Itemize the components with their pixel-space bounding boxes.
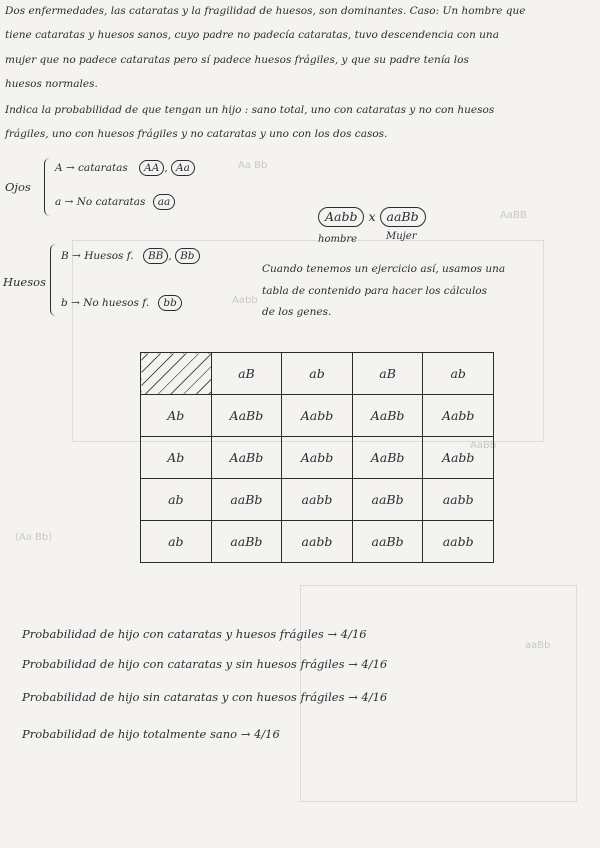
- rule-text: B → Huesos f.: [61, 250, 134, 262]
- genotype-cell: Aabb: [282, 395, 353, 437]
- huesos-brace: [50, 244, 57, 316]
- intro-line: Dos enfermedades, las cataratas y la fragilidad de huesos, son dominantes. Caso: Un hombre que: [5, 5, 526, 17]
- table-row: [141, 437, 494, 479]
- male-genotype: Aabb: [318, 207, 364, 227]
- hatched-corner-cell: [141, 353, 212, 395]
- gamete-row-header: Ab: [141, 437, 212, 479]
- cross-symbol: x: [368, 209, 376, 224]
- result-line: Probabilidad de hijo con cataratas y huesos frágiles → 4/16: [22, 627, 367, 641]
- rule-text: b → No huesos f.: [61, 297, 150, 309]
- bleed-through-text: AaBb: [470, 440, 497, 451]
- allele-circle: AA: [139, 160, 164, 176]
- punnett-square: [140, 352, 497, 563]
- ojos-rule-dominant: A → cataratas AA , Aa: [55, 160, 195, 176]
- genotype-cell: aaBb: [352, 521, 423, 563]
- intro-line: tiene cataratas y huesos sanos, cuyo padre no padecía cataratas, tuvo descendencia con una: [5, 29, 499, 41]
- genotype-cell: Aabb: [423, 437, 494, 479]
- result-line: Probabilidad de hijo con cataratas y sin huesos frágiles → 4/16: [22, 657, 388, 671]
- female-genotype: aaBb: [380, 207, 426, 227]
- genotype-cell: AaBb: [352, 437, 423, 479]
- male-label: hombre: [318, 234, 358, 245]
- huesos-label: Huesos: [3, 275, 46, 289]
- gamete-header: aB: [211, 353, 282, 395]
- genotype-cell: aaBb: [211, 479, 282, 521]
- allele-circle: bb: [158, 295, 181, 311]
- allele-circle: Aa: [171, 160, 195, 176]
- bleed-through-text: aaBb: [525, 640, 551, 651]
- note-line: de los genes.: [262, 306, 332, 318]
- gamete-row-header: Ab: [141, 395, 212, 437]
- result-line: Probabilidad de hijo totalmente sano → 4/16: [22, 727, 280, 741]
- rule-text: A → cataratas: [55, 162, 128, 174]
- genotype-cell: AaBb: [211, 395, 282, 437]
- header-row: [141, 353, 494, 395]
- genotype-cell: AaBb: [211, 437, 282, 479]
- allele-circle: BB: [143, 248, 168, 264]
- huesos-rule-recessive: [61, 295, 182, 311]
- genotype-cell: AaBb: [352, 395, 423, 437]
- genotype-cell: aabb: [282, 479, 353, 521]
- question-line: frágiles, uno con huesos frágiles y no cataratas y uno con los dos casos.: [5, 128, 388, 140]
- intro-line: huesos normales.: [5, 78, 98, 90]
- question-line: Indica la probabilidad de que tengan un hijo : sano total, uno con cataratas y no con huesos: [5, 104, 495, 116]
- table-row: [141, 395, 494, 437]
- ojos-brace: [44, 158, 51, 216]
- note-line: Cuando tenemos un ejercicio así, usamos una: [262, 263, 506, 275]
- gamete-header: ab: [282, 353, 353, 395]
- bleed-through-text: Aabb: [232, 295, 258, 306]
- genotype-cell: aaBb: [352, 479, 423, 521]
- bleed-through-text: AaBB: [500, 210, 527, 221]
- rule-text: a → No cataratas: [55, 196, 146, 208]
- gamete-row-header: ab: [141, 479, 212, 521]
- ojos-label: Ojos: [5, 180, 31, 194]
- table-row: [141, 479, 494, 521]
- allele-circle: aa: [153, 194, 176, 210]
- genotype-cell: aaBb: [211, 521, 282, 563]
- intro-line: mujer que no padece cataratas pero sí padece huesos frágiles, y que su padre tenía los: [5, 54, 469, 66]
- parent-cross: [318, 207, 426, 227]
- bleed-through-text: (Aa Bb): [15, 532, 53, 543]
- genotype-cell: aabb: [423, 479, 494, 521]
- gamete-header: aB: [352, 353, 423, 395]
- gamete-header: ab: [423, 353, 494, 395]
- genotype-cell: aabb: [423, 521, 494, 563]
- ojos-rule-recessive: [55, 194, 175, 210]
- genotype-cell: aabb: [282, 521, 353, 563]
- huesos-rule-dominant: B → Huesos f. BB , Bb: [61, 248, 200, 264]
- genotype-cell: Aabb: [282, 437, 353, 479]
- female-label: Mujer: [386, 231, 417, 242]
- note-line: tabla de contenido para hacer los cálculos: [262, 285, 488, 297]
- bleed-through-text: Aa Bb: [238, 160, 268, 171]
- genotype-cell: Aabb: [423, 395, 494, 437]
- result-line: Probabilidad de hijo sin cataratas y con huesos frágiles → 4/16: [22, 690, 388, 704]
- gamete-row-header: ab: [141, 521, 212, 563]
- table-row: [141, 521, 494, 563]
- allele-circle: Bb: [175, 248, 199, 264]
